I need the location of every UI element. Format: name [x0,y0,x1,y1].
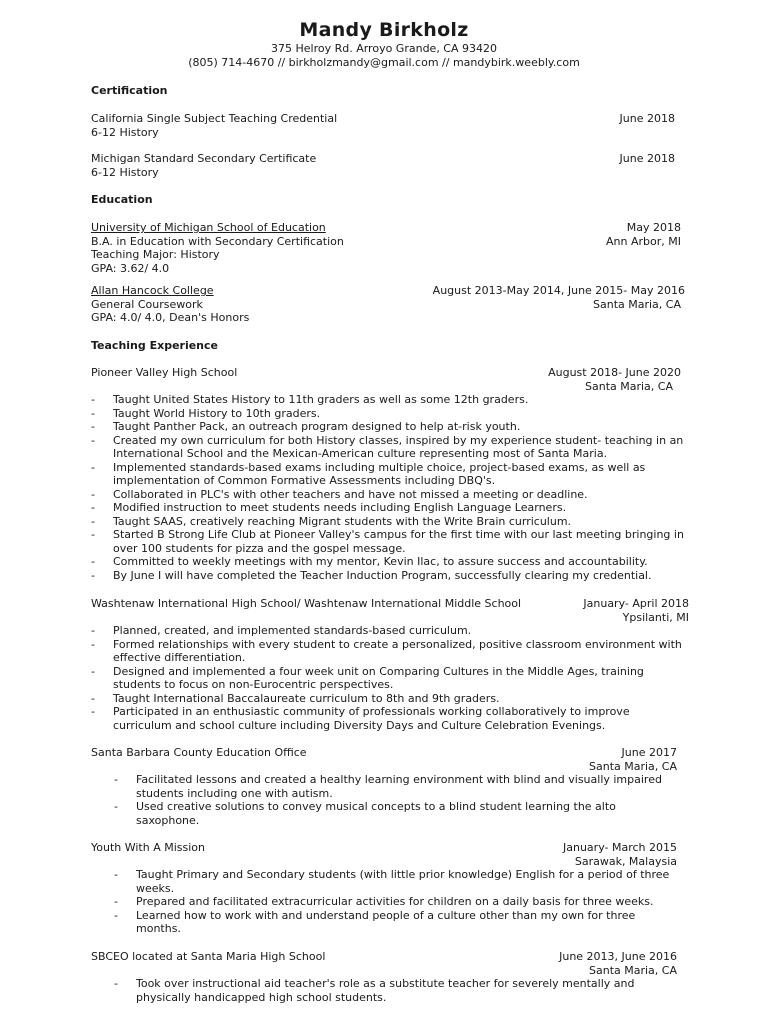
cert-title: California Single Subject Teaching Credential [91,112,338,125]
address-line: 375 Helroy Rd. Arroyo Grande, CA 93420 [270,42,498,55]
job-date: August 2018- June 2020 [548,366,681,379]
job-organization: SBCEO located at Santa Maria High School [91,950,326,963]
job-entry [91,366,691,582]
education-date: May 2018 [626,221,681,234]
list-item: - Taught Primary and Secondary students (with little prior knowledge) English for a period of three weeks. [91,868,677,895]
list-item: - Taught Panther Pack, an outreach program designed to help at-risk youth. [91,420,691,434]
list-item: - Participated in an enthusiastic community of professionals working collaboratively to improve curriculum and school culture including Diversity Days and Culture Celebration Evenings. [91,705,691,732]
job-bullet-list [91,977,677,1004]
list-item: - Started B Strong Life Club at Pioneer Valley's campus for the first time with our last meeting bringing in over 100 students for pizza and the gospel message. [91,528,691,555]
coursework-line: General Coursework [91,297,203,311]
job-entry [91,597,691,732]
cert-subtitle: 6-12 History [91,125,159,139]
resume-header [0,18,768,70]
job-organization: Santa Barbara County Education Office [91,746,307,759]
section-title-education: Education [91,193,153,206]
cert-subtitle: 6-12 History [91,165,159,179]
job-date: January- April 2018 [583,597,689,610]
list-item: - Taught United States History to 11th graders as well as some 12th graders. [91,393,691,407]
list-item: - By June I will have completed the Teacher Induction Program, successfully clearing my credential. [91,569,691,583]
job-location: Ypsilanti, MI [622,610,689,624]
list-item: - Taught SAAS, creatively reaching Migrant students with the Write Brain curriculum. [91,515,691,529]
section-title-certification: Certification [91,84,168,97]
job-organization: Washtenaw International High School/ Washtenaw International Middle School [91,597,522,610]
job-organization: Youth With A Mission [91,841,206,854]
certification-entry [91,112,681,139]
contact-line: (805) 714-4670 // birkholzmandy@gmail.com // mandybirk.weebly.com [188,56,580,69]
job-location: Sarawak, Malaysia [574,854,677,868]
education-location: Ann Arbor, MI [606,234,681,248]
education-entry [91,284,685,325]
major-line: Teaching Major: History [91,248,220,261]
school-name: University of Michigan School of Education [91,221,326,234]
list-item: - Implemented standards-based exams including multiple choice, project-based exams, as well as implementation of Common Formative Assessments including DBQ's. [91,461,691,488]
job-entry [91,746,677,827]
list-item: - Facilitated lessons and created a healthy learning environment with blind and visually impaired students including one with autism. [91,773,677,800]
degree-line: B.A. in Education with Secondary Certification [91,234,344,248]
job-location: Santa Maria, CA [585,379,673,393]
list-item: - Took over instructional aid teacher's role as a substitute teacher for severely mentally and physically handicapped high school students. [91,977,677,1004]
cert-date: June 2018 [619,152,675,165]
list-item: - Collaborated in PLC's with other teachers and have not missed a meeting or deadline. [91,488,691,502]
education-location: Santa Maria, CA [593,297,681,311]
gpa-line: GPA: 3.62/ 4.0 [91,261,170,275]
job-date: January- March 2015 [563,841,677,854]
certification-entry [91,152,681,179]
section-title-teaching-experience: Teaching Experience [91,339,218,352]
job-bullet-list [91,773,677,827]
school-name: Allan Hancock College [91,284,214,297]
list-item: - Taught International Baccalaureate curriculum to 8th and 9th graders. [91,692,691,706]
list-item: - Planned, created, and implemented standards-based curriculum. [91,624,691,638]
list-item: - Taught World History to 10th graders. [91,407,691,421]
job-bullet-list [91,868,677,936]
list-item: - Committed to weekly meetings with my mentor, Kevin Ilac, to assure success and accountability. [91,555,691,569]
list-item: - Prepared and facilitated extracurricular activities for children on a daily basis for three weeks. [91,895,677,909]
education-entry [91,221,681,275]
gpa-line: GPA: 4.0/ 4.0, Dean's Honors [91,311,250,324]
job-location: Santa Maria, CA [589,759,677,773]
job-date: June 2013, June 2016 [559,950,677,963]
list-item: - Created my own curriculum for both History classes, inspired by my experience student- teaching in an International School and the Mexican-American culture representing most of Santa Maria. [91,434,691,461]
job-bullet-list [91,624,691,732]
list-item: - Designed and implemented a four week unit on Comparing Cultures in the Middle Ages, training students to focus on non-Eurocentric perspectives. [91,665,691,692]
candidate-name: Mandy Birkholz [299,19,469,41]
job-location: Santa Maria, CA [589,963,677,977]
job-entry [91,841,677,936]
list-item: - Formed relationships with every student to create a personalized, positive classroom environment with effective differentiation. [91,638,691,665]
job-entry [91,950,677,1004]
cert-title: Michigan Standard Secondary Certificate [91,152,317,165]
cert-date: June 2018 [619,112,675,125]
list-item: - Learned how to work with and understand people of a culture other than my own for three months. [91,909,677,936]
job-date: June 2017 [621,746,677,759]
job-organization: Pioneer Valley High School [91,366,238,379]
job-bullet-list [91,393,691,582]
education-date: August 2013-May 2014, June 2015- May 2016 [432,284,685,297]
list-item: - Modified instruction to meet students needs including English Language Learners. [91,501,691,515]
list-item: - Used creative solutions to convey musical concepts to a blind student learning the alto saxophone. [91,800,677,827]
